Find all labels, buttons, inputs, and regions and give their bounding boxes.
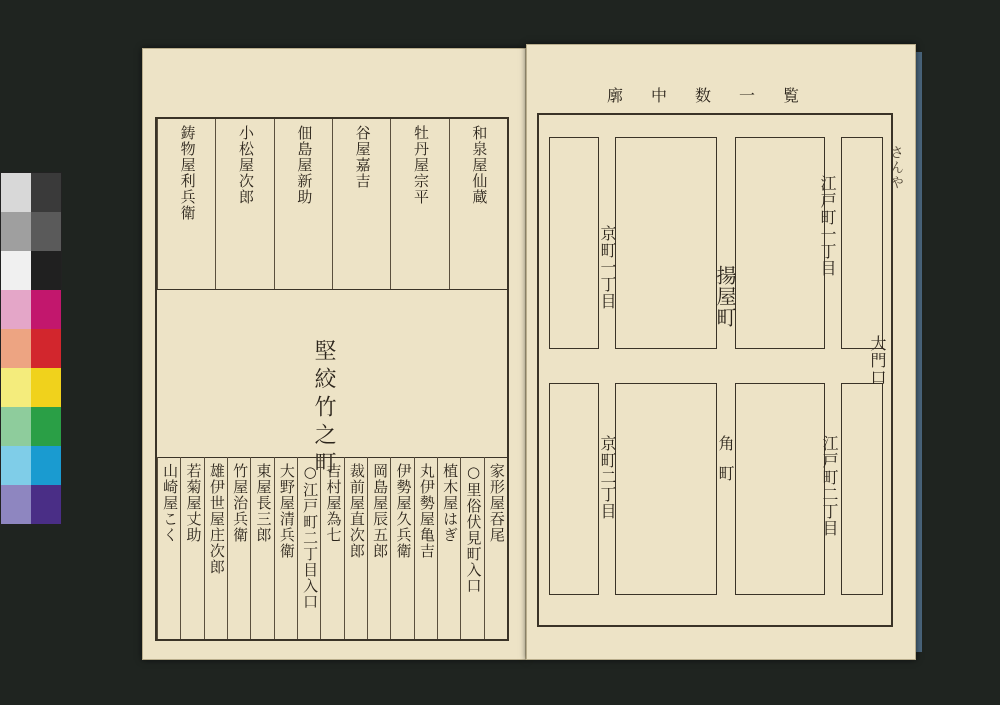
- calibration-patch: [1, 329, 31, 368]
- street-label: 大門口: [868, 335, 887, 386]
- column-text: 家形屋吞尾: [487, 463, 506, 543]
- left-text-frame: [155, 117, 509, 641]
- street-label: 江戸町一丁目: [818, 175, 837, 277]
- text-column: [414, 457, 438, 639]
- calibration-patch: [31, 446, 61, 485]
- column-text: 東屋長三郎: [254, 463, 273, 543]
- column-text: 大野屋清兵衛: [277, 463, 296, 559]
- text-column: [320, 457, 344, 639]
- text-column: [390, 457, 414, 639]
- calibration-patch: [31, 173, 61, 212]
- section-title: 堅絞竹之町: [311, 339, 336, 479]
- map-title: 廓中数一覧: [606, 86, 827, 105]
- calibration-patch: [1, 251, 31, 290]
- text-column: [344, 457, 368, 639]
- map-block: [735, 137, 825, 349]
- left-page: [142, 48, 526, 660]
- text-column: [274, 457, 298, 639]
- text-column: [227, 457, 251, 639]
- column-text: 和泉屋仙蔵: [470, 125, 489, 205]
- open-book: [128, 38, 928, 678]
- street-label: 京町二丁目: [598, 435, 617, 520]
- calibration-patch: [31, 407, 61, 446]
- column-text: 小松屋次郎: [236, 125, 255, 205]
- street-label: 京町一丁目: [598, 225, 617, 310]
- map-block: [549, 383, 599, 595]
- column-text: 雄伊世屋庄次郎: [207, 463, 226, 575]
- calibration-patch: [1, 485, 31, 524]
- street-label: 江戸町二丁目: [820, 435, 839, 537]
- column-text: 若菊屋丈助: [184, 463, 203, 543]
- street-label: 揚屋町: [713, 265, 737, 328]
- text-column: [484, 457, 508, 639]
- map-block: [615, 383, 717, 595]
- map-block: [735, 383, 825, 595]
- calibration-patch: [1, 446, 31, 485]
- map-block: [549, 137, 599, 349]
- text-column: [460, 457, 484, 639]
- calibration-patch: [31, 485, 61, 524]
- calibration-patch: [1, 212, 31, 251]
- column-text: 竹屋治兵衛: [231, 463, 250, 543]
- map-block: [841, 383, 883, 595]
- map-block: [615, 137, 717, 349]
- map-block: [841, 137, 883, 349]
- text-column: [215, 119, 274, 289]
- map-frame: [537, 113, 893, 627]
- calibration-patch: [31, 329, 61, 368]
- text-column: [297, 457, 321, 639]
- calibration-patch: [1, 290, 31, 329]
- column-text: ○里俗伏見町入口: [464, 463, 483, 594]
- calibration-patch: [1, 368, 31, 407]
- column-text: 鋳物屋利兵衛: [178, 125, 197, 221]
- street-label: 角町: [716, 435, 735, 495]
- column-text: 岡島屋辰五郎: [371, 463, 390, 559]
- calibration-patch: [31, 251, 61, 290]
- column-text: 山崎屋こく: [161, 463, 180, 543]
- calibration-patch: [31, 290, 61, 329]
- column-text: 裁前屋直次郎: [347, 463, 366, 559]
- calibration-patch: [31, 212, 61, 251]
- column-text: 伊勢屋久兵衛: [394, 463, 413, 559]
- calibration-patch: [31, 368, 61, 407]
- text-column: [274, 119, 333, 289]
- column-text: 植木屋はぎ: [441, 463, 460, 543]
- column-text: 佃島屋新助: [295, 125, 314, 205]
- column-text: 吉村屋為七: [324, 463, 343, 543]
- margin-note: さんや: [888, 145, 904, 190]
- text-column: [449, 119, 508, 289]
- text-column: [180, 457, 204, 639]
- text-column: [157, 457, 181, 639]
- calibration-patch: [1, 173, 31, 212]
- text-column: [332, 119, 391, 289]
- calibration-patch: [1, 407, 31, 446]
- column-text: 谷屋嘉吉: [353, 125, 372, 189]
- text-column: [390, 119, 449, 289]
- bottom-register: [157, 457, 507, 639]
- text-column: [367, 457, 391, 639]
- right-page: [526, 44, 916, 660]
- text-column: [250, 457, 274, 639]
- top-register: [157, 119, 507, 289]
- column-text: ○江戸町二丁目入口: [301, 463, 320, 610]
- column-text: 牡丹屋宗平: [411, 125, 430, 205]
- color-calibration-strip: [0, 172, 62, 526]
- column-text: 丸伊勢屋亀吉: [417, 463, 436, 559]
- text-column: [204, 457, 228, 639]
- text-column: [157, 119, 216, 289]
- text-column: [437, 457, 461, 639]
